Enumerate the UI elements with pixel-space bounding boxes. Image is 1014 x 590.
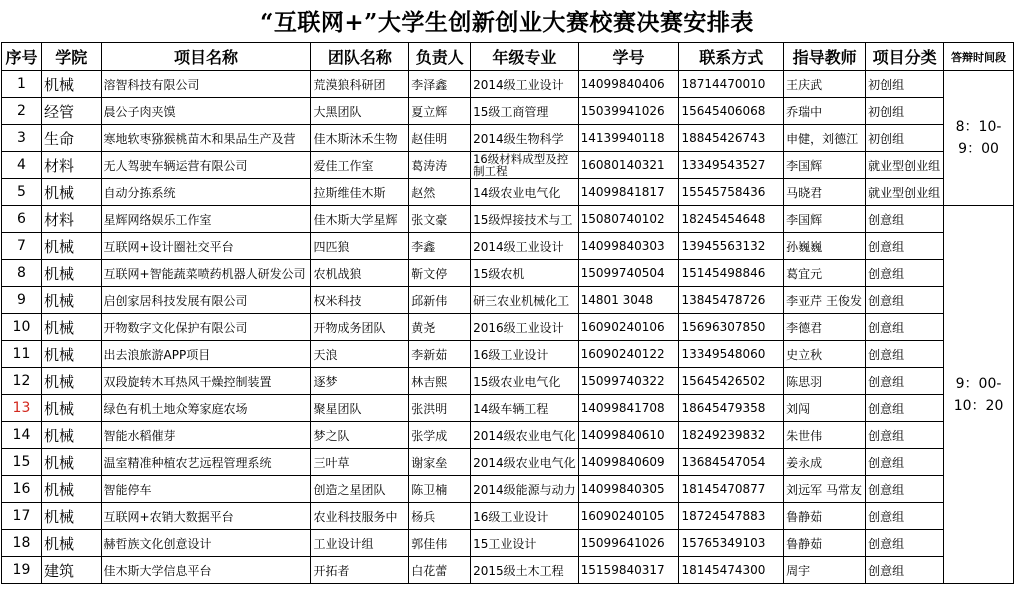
- grade-major-cell: 15级工商管理: [471, 98, 579, 125]
- advisor-cell: 史立秋: [784, 341, 866, 368]
- row-index-cell: 11: [2, 341, 42, 368]
- grade-major-cell: 16级工业设计: [471, 503, 579, 530]
- contact-cell: 15696307850: [679, 314, 784, 341]
- project-name-cell: 自动分拣系统: [101, 179, 311, 206]
- contact-cell: 15145498846: [679, 260, 784, 287]
- grade-major-cell: 15工业设计: [471, 530, 579, 557]
- team-name-cell: 农机战狼: [311, 260, 409, 287]
- contact-cell: 13845478726: [679, 287, 784, 314]
- leader-cell: 夏立辉: [409, 98, 471, 125]
- advisor-cell: 姜永成: [784, 449, 866, 476]
- project-name-cell: 智能停车: [101, 476, 311, 503]
- college-cell: 机械: [41, 314, 101, 341]
- project-name-cell: 智能水稻催芽: [101, 422, 311, 449]
- leader-cell: 李泽鑫: [409, 71, 471, 98]
- team-name-cell: 创造之星团队: [311, 476, 409, 503]
- advisor-cell: 马晓君: [784, 179, 866, 206]
- leader-cell: 邱新伟: [409, 287, 471, 314]
- defense-time-cell: 8：10- 9：00: [944, 71, 1014, 206]
- project-name-cell: 寒地软枣猕猴桃苗木和果品生产及营: [101, 125, 311, 152]
- team-name-cell: 聚星团队: [311, 395, 409, 422]
- leader-cell: 黄尧: [409, 314, 471, 341]
- student-id-cell: 14099841708: [578, 395, 679, 422]
- table-row: [2, 152, 1014, 179]
- category-cell: 初创组: [866, 125, 944, 152]
- project-name-cell: 佳木斯大学信息平台: [101, 557, 311, 584]
- table-row: [2, 179, 1014, 206]
- project-name-cell: 启创家居科技发展有限公司: [101, 287, 311, 314]
- category-cell: 创意组: [866, 233, 944, 260]
- leader-cell: 张学成: [409, 422, 471, 449]
- team-name-cell: 爱佳工作室: [311, 152, 409, 179]
- table-row: [2, 557, 1014, 584]
- category-cell: 创意组: [866, 368, 944, 395]
- project-name-cell: 互联网+智能蔬菜喷药机器人研发公司: [101, 260, 311, 287]
- category-cell: 创意组: [866, 557, 944, 584]
- header-category: 项目分类: [866, 43, 944, 71]
- contact-cell: 15545758436: [679, 179, 784, 206]
- table-row: [2, 71, 1014, 98]
- leader-cell: 靳文停: [409, 260, 471, 287]
- leader-cell: 郭佳伟: [409, 530, 471, 557]
- table-row: [2, 98, 1014, 125]
- leader-cell: 林吉熙: [409, 368, 471, 395]
- project-name-cell: 晨公子肉夹馍: [101, 98, 311, 125]
- category-cell: 创意组: [866, 314, 944, 341]
- grade-major-cell: 2016级工业设计: [471, 314, 579, 341]
- header-project-name: 项目名称: [101, 43, 311, 71]
- row-index-cell: 6: [2, 206, 42, 233]
- category-cell: 创意组: [866, 206, 944, 233]
- advisor-cell: 李国辉: [784, 206, 866, 233]
- student-id-cell: 16090240106: [578, 314, 679, 341]
- table-row: [2, 314, 1014, 341]
- row-index-cell: 19: [2, 557, 42, 584]
- student-id-cell: 16080140321: [578, 152, 679, 179]
- category-cell: 创意组: [866, 287, 944, 314]
- project-name-cell: 出去浪旅游APP项目: [101, 341, 311, 368]
- grade-major-cell: 16级材料成型及控制工程: [471, 152, 579, 179]
- advisor-cell: 陈思羽: [784, 368, 866, 395]
- row-index-cell: 13: [2, 395, 42, 422]
- category-cell: 初创组: [866, 71, 944, 98]
- college-cell: 材料: [41, 206, 101, 233]
- student-id-cell: 15099740322: [578, 368, 679, 395]
- college-cell: 机械: [41, 287, 101, 314]
- contact-cell: 15645426502: [679, 368, 784, 395]
- category-cell: 创意组: [866, 341, 944, 368]
- college-cell: 机械: [41, 71, 101, 98]
- team-name-cell: 工业设计组: [311, 530, 409, 557]
- college-cell: 机械: [41, 179, 101, 206]
- category-cell: 初创组: [866, 98, 944, 125]
- leader-cell: 张文豪: [409, 206, 471, 233]
- student-id-cell: 16090240122: [578, 341, 679, 368]
- grade-major-cell: 15级农机: [471, 260, 579, 287]
- project-name-cell: 无人驾驶车辆运营有限公司: [101, 152, 311, 179]
- row-index-cell: 8: [2, 260, 42, 287]
- advisor-cell: 朱世伟: [784, 422, 866, 449]
- contact-cell: 18249239832: [679, 422, 784, 449]
- team-name-cell: 四匹狼: [311, 233, 409, 260]
- grade-major-cell: 15级焊接技术与工: [471, 206, 579, 233]
- header-college: 学院: [41, 43, 101, 71]
- header-contact: 联系方式: [679, 43, 784, 71]
- advisor-cell: 李亚芹 王俊发: [784, 287, 866, 314]
- contact-cell: 13945563132: [679, 233, 784, 260]
- college-cell: 机械: [41, 341, 101, 368]
- advisor-cell: 孙巍巍: [784, 233, 866, 260]
- table-row: [2, 476, 1014, 503]
- team-name-cell: 开物成务团队: [311, 314, 409, 341]
- header-index: 序号: [2, 43, 42, 71]
- grade-major-cell: 2015级土木工程: [471, 557, 579, 584]
- college-cell: 机械: [41, 422, 101, 449]
- contact-cell: 13349548060: [679, 341, 784, 368]
- table-row: [2, 260, 1014, 287]
- contact-cell: 15765349103: [679, 530, 784, 557]
- student-id-cell: 15080740102: [578, 206, 679, 233]
- college-cell: 机械: [41, 449, 101, 476]
- header-advisor: 指导教师: [784, 43, 866, 71]
- team-name-cell: 荒漠狼科研团: [311, 71, 409, 98]
- contact-cell: 13349543527: [679, 152, 784, 179]
- grade-major-cell: 研三农业机械化工: [471, 287, 579, 314]
- advisor-cell: 葛宜元: [784, 260, 866, 287]
- row-index-cell: 15: [2, 449, 42, 476]
- leader-cell: 张洪明: [409, 395, 471, 422]
- header-grade-major: 年级专业: [471, 43, 579, 71]
- college-cell: 材料: [41, 152, 101, 179]
- row-index-cell: 14: [2, 422, 42, 449]
- header-leader: 负责人: [409, 43, 471, 71]
- row-index-cell: 12: [2, 368, 42, 395]
- grade-major-cell: 15级农业电气化: [471, 368, 579, 395]
- row-index-cell: 10: [2, 314, 42, 341]
- leader-cell: 李鑫: [409, 233, 471, 260]
- table-row: [2, 341, 1014, 368]
- leader-cell: 赵佳明: [409, 125, 471, 152]
- college-cell: 机械: [41, 503, 101, 530]
- contact-cell: 18245454648: [679, 206, 784, 233]
- advisor-cell: 申健，刘德江: [784, 125, 866, 152]
- contact-cell: 13684547054: [679, 449, 784, 476]
- college-cell: 经管: [41, 98, 101, 125]
- team-name-cell: 农业科技服务中: [311, 503, 409, 530]
- grade-major-cell: 2014级工业设计: [471, 71, 579, 98]
- category-cell: 创意组: [866, 476, 944, 503]
- college-cell: 机械: [41, 530, 101, 557]
- contact-cell: 18845426743: [679, 125, 784, 152]
- college-cell: 机械: [41, 395, 101, 422]
- contact-cell: 18145474300: [679, 557, 784, 584]
- category-cell: 创意组: [866, 422, 944, 449]
- team-name-cell: 拉斯维佳木斯: [311, 179, 409, 206]
- leader-cell: 谢家垒: [409, 449, 471, 476]
- team-name-cell: 开拓者: [311, 557, 409, 584]
- leader-cell: 陈卫楠: [409, 476, 471, 503]
- leader-cell: 杨兵: [409, 503, 471, 530]
- leader-cell: 赵然: [409, 179, 471, 206]
- advisor-cell: 李国辉: [784, 152, 866, 179]
- table-row: [2, 395, 1014, 422]
- grade-major-cell: 2014级农业电气化: [471, 422, 579, 449]
- grade-major-cell: 14级农业电气化: [471, 179, 579, 206]
- advisor-cell: 王庆武: [784, 71, 866, 98]
- category-cell: 就业型创业组: [866, 152, 944, 179]
- student-id-cell: 15099641026: [578, 530, 679, 557]
- leader-cell: 李新茹: [409, 341, 471, 368]
- table-row: [2, 368, 1014, 395]
- college-cell: 生命: [41, 125, 101, 152]
- college-cell: 机械: [41, 368, 101, 395]
- college-cell: 建筑: [41, 557, 101, 584]
- student-id-cell: 14099840406: [578, 71, 679, 98]
- table-row: [2, 422, 1014, 449]
- advisor-cell: 乔瑞中: [784, 98, 866, 125]
- student-id-cell: 14099840303: [578, 233, 679, 260]
- project-name-cell: 双段旋转木耳热风干燥控制装置: [101, 368, 311, 395]
- grade-major-cell: 2014级工业设计: [471, 233, 579, 260]
- team-name-cell: 佳木斯大学星辉: [311, 206, 409, 233]
- contact-cell: 18145470877: [679, 476, 784, 503]
- table-body: [2, 71, 1014, 584]
- row-index-cell: 9: [2, 287, 42, 314]
- table-row: [2, 503, 1014, 530]
- contact-cell: 18714470010: [679, 71, 784, 98]
- contact-cell: 18724547883: [679, 503, 784, 530]
- advisor-cell: 刘闯: [784, 395, 866, 422]
- table-row: [2, 530, 1014, 557]
- team-name-cell: 天浪: [311, 341, 409, 368]
- team-name-cell: 逐梦: [311, 368, 409, 395]
- college-cell: 机械: [41, 476, 101, 503]
- row-index-cell: 1: [2, 71, 42, 98]
- project-name-cell: 互联网+设计圈社交平台: [101, 233, 311, 260]
- table-row: [2, 233, 1014, 260]
- student-id-cell: 15039941026: [578, 98, 679, 125]
- team-name-cell: 大黑团队: [311, 98, 409, 125]
- category-cell: 创意组: [866, 530, 944, 557]
- advisor-cell: 周宇: [784, 557, 866, 584]
- category-cell: 创意组: [866, 260, 944, 287]
- header-row: [2, 43, 1014, 71]
- student-id-cell: 15159840317: [578, 557, 679, 584]
- table-row: [2, 449, 1014, 476]
- grade-major-cell: 14级车辆工程: [471, 395, 579, 422]
- contact-cell: 18645479358: [679, 395, 784, 422]
- team-name-cell: 梦之队: [311, 422, 409, 449]
- leader-cell: 白花蕾: [409, 557, 471, 584]
- row-index-cell: 5: [2, 179, 42, 206]
- category-cell: 创意组: [866, 395, 944, 422]
- page-title: “互联网+”大学生创新创业大赛校赛决赛安排表: [260, 9, 754, 36]
- college-cell: 机械: [41, 233, 101, 260]
- grade-major-cell: 16级工业设计: [471, 341, 579, 368]
- row-index-cell: 4: [2, 152, 42, 179]
- category-cell: 就业型创业组: [866, 179, 944, 206]
- student-id-cell: 15099740504: [578, 260, 679, 287]
- schedule-table: [1, 42, 1014, 584]
- header-student-id: 学号: [578, 43, 679, 71]
- project-name-cell: 绿色有机土地众筹家庭农场: [101, 395, 311, 422]
- grade-major-cell: 2014级农业电气化: [471, 449, 579, 476]
- student-id-cell: 16090240105: [578, 503, 679, 530]
- category-cell: 创意组: [866, 503, 944, 530]
- student-id-cell: 14801 3048: [578, 287, 679, 314]
- student-id-cell: 14099840610: [578, 422, 679, 449]
- student-id-cell: 14139940118: [578, 125, 679, 152]
- category-cell: 创意组: [866, 449, 944, 476]
- student-id-cell: 14099840305: [578, 476, 679, 503]
- project-name-cell: 赫哲族文化创意设计: [101, 530, 311, 557]
- team-name-cell: 佳木斯沐禾生物: [311, 125, 409, 152]
- project-name-cell: 溶智科技有限公司: [101, 71, 311, 98]
- advisor-cell: 鲁静茹: [784, 503, 866, 530]
- row-index-cell: 16: [2, 476, 42, 503]
- project-name-cell: 开物数字文化保护有限公司: [101, 314, 311, 341]
- table-row: [2, 206, 1014, 233]
- college-cell: 机械: [41, 260, 101, 287]
- project-name-cell: 温室精准种植农艺远程管理系统: [101, 449, 311, 476]
- grade-major-cell: 2014级能源与动力: [471, 476, 579, 503]
- table-row: [2, 125, 1014, 152]
- grade-major-cell: 2014级生物科学: [471, 125, 579, 152]
- team-name-cell: 三叶草: [311, 449, 409, 476]
- row-index-cell: 18: [2, 530, 42, 557]
- project-name-cell: 星辉网络娱乐工作室: [101, 206, 311, 233]
- student-id-cell: 14099840609: [578, 449, 679, 476]
- row-index-cell: 2: [2, 98, 42, 125]
- header-defense-time: 答辩时间段: [944, 43, 1014, 71]
- row-index-cell: 17: [2, 503, 42, 530]
- row-index-cell: 7: [2, 233, 42, 260]
- project-name-cell: 互联网+农销大数据平台: [101, 503, 311, 530]
- table-row: [2, 287, 1014, 314]
- advisor-cell: 刘远军 马常友: [784, 476, 866, 503]
- student-id-cell: 14099841817: [578, 179, 679, 206]
- leader-cell: 葛涛涛: [409, 152, 471, 179]
- contact-cell: 15645406068: [679, 98, 784, 125]
- advisor-cell: 鲁静茹: [784, 530, 866, 557]
- header-team-name: 团队名称: [311, 43, 409, 71]
- team-name-cell: 权米科技: [311, 287, 409, 314]
- row-index-cell: 3: [2, 125, 42, 152]
- defense-time-cell: 9：00- 10：20: [944, 206, 1014, 584]
- advisor-cell: 李德君: [784, 314, 866, 341]
